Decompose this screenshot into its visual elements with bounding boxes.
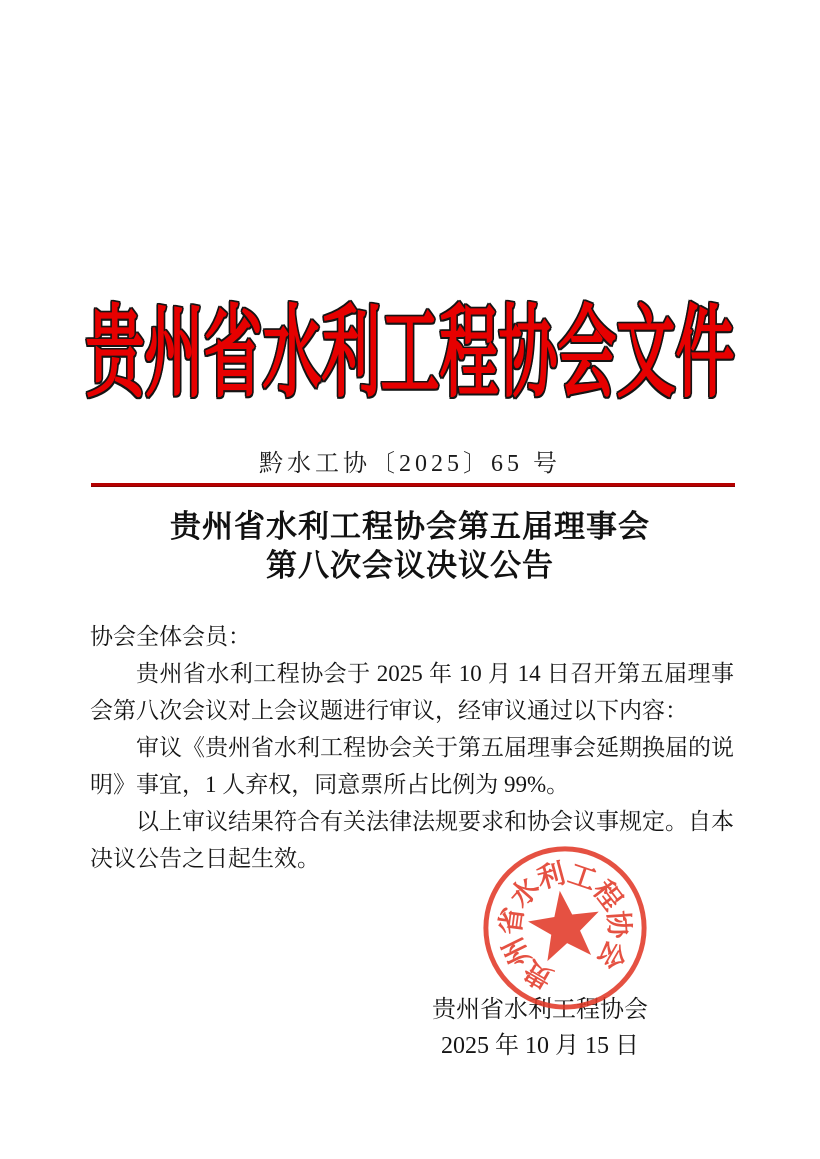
red-separator-rule	[91, 483, 735, 487]
seal-char: 省	[494, 905, 529, 937]
seal-char: 水	[503, 871, 546, 914]
seal-char: 协	[602, 909, 636, 940]
seal-char: 会	[591, 935, 633, 975]
red-header-title: 贵州省水利工程协会文件	[85, 297, 735, 410]
seal-char: 州	[496, 932, 537, 972]
seal-char: 贵	[518, 954, 558, 996]
paragraph-2: 审议《贵州省水利工程协会关于第五届理事会延期换届的说明》事宜，1 人弃权，同意票所占比例为 99%。	[90, 735, 734, 797]
document-number: 黔水工协〔2025〕65 号	[259, 451, 561, 477]
salutation: 协会全体会员：	[90, 624, 251, 649]
paragraph-1: 贵州省水利工程协会于 2025 年 10 月 14 日召开第五届理事会第八次会议对上会议题进行审议，经审议通过以下内容：	[90, 661, 734, 723]
seal-char: 利	[533, 857, 569, 895]
document-title	[0, 507, 820, 585]
document-title-line1: 贵州省水利工程协会第五届理事会	[170, 509, 650, 544]
signature-date: 2025 年 10 月 15 日	[441, 1033, 639, 1059]
seal-char: 程	[587, 874, 629, 916]
official-seal	[476, 839, 654, 1017]
paragraph-3: 以上审议结果符合有关法律法规要求和协会议事规定。自本决议公告之日起生效。	[90, 809, 734, 871]
document-title-line2: 第八次会议决议公告	[266, 548, 554, 583]
signature-organization: 贵州省水利工程协会	[432, 997, 648, 1023]
seal-char: 工	[564, 857, 601, 896]
